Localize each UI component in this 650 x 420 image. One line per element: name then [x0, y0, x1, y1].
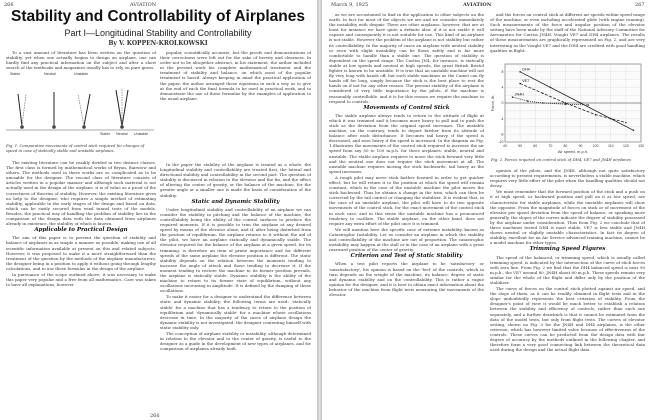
stick-right-b: [122, 90, 128, 126]
chart-point-ve7: [519, 83, 521, 85]
stick-stable-b: [22, 94, 26, 126]
chart-point-jn4h: [512, 96, 514, 98]
chart-y-tick-label: 4: [501, 85, 504, 90]
chart-y-axis-label: Force, lb.: [490, 94, 495, 112]
chart-y-tick-label: -10: [498, 140, 504, 145]
stick-unstable-a: [84, 94, 90, 126]
stick-pivot-3: [82, 125, 86, 129]
chart-point-jn4h: [542, 102, 544, 104]
chart-point-dh4: [633, 130, 635, 132]
page-gutter: [317, 0, 322, 420]
chart-y-tick-label: -8: [500, 132, 504, 137]
chart-x-tick-label: 120: [622, 144, 629, 148]
right-page: [323, 0, 650, 420]
intro-paragraph: To a vast amount of literature has been written on the question of stability, yet when one actually begins to design an airplane, one can hardly find any practical information on the subject and after a short search of the textbooks and magazines usually has to rely on pure guess.: [6, 50, 156, 70]
chart-point-jn4h: [587, 104, 589, 106]
chart-point-jn4h: [565, 103, 567, 105]
stick-neutral-group: [52, 92, 56, 129]
chart-series-label-jn4h: JN4H: [514, 92, 525, 97]
right-second-column-top: and the forces on control stick at different air speeds within speed range of the machine, or even including accelerated glide (with engine running). Such measurements of the force and angular position of the elevator setting have been made by the staff of the National Advisory Committee for Aeronautics for Curtiss JN4H, Vought VE7 and DH4 airplanes. The results of these measurements are graphically represented on Fig. 2, and are very interesting as the Vought VE7 and the DH4 are credited with good handling qualities in flight.: [490, 12, 645, 53]
chart-point-ve7: [542, 92, 544, 94]
fig1-label-stable: Stable: [10, 72, 21, 76]
fig1-label-stable-2: Stable: [100, 132, 111, 136]
chart-y-tick-label: -4: [500, 116, 504, 121]
stick-right-group: [116, 88, 128, 129]
left-column-body: The existing literature can be readily divided in two distinct classes. The first class is formed by mathematical works of Bryan, Bairstow and others. The methods used in these works are so complicated as to be unusable for the designer. The second class of literature consists of articles written in a popular manner and although such material is not actually used in the design of the airplane, it is of value as a proof of the correctness of theories of stability. However, the existing literature gives no help to the designer, who requires a simple method of estimating stability, applicable in the early stages of the design and based on data, which can be easily secured from wind tunnel tests of the models. Besides, the practical way of handling the problem of stability lies in the comparison of the design data with the data obtained from airplanes already in existence, the stability of which is known. Applicable to Practical Design The aim of this paper is to present the question of stability and balance of airplanes in as simple a manner as possible, making use of all scientific information available at present on this and related subjects. However, it was proposed to make it a more straightforward than the treatment of the question by the methods of the airplane manufacturers, the designer being in a position to apply it without going through lengthy calculations, and to use these formulas in the design of the airplane. In pursuance of the scope outlined above, it was necessary to make this paper very popular and a free from all mathematics. Care was taken to have all explanations, however: [6, 160, 156, 288]
article-subtitle: Part I—Longitudinal Stability and Controllability: [64, 28, 252, 38]
left-second-column-body: In the paper the stability of the airplane is treated as a whole; the longitudinal stability and controllability are treated first, the lateral and directional stability and controllability in the second part. The question of stability is discussed in relation to the elevator and the fin, and the effect of altering the center of gravity, or the balance of the machine, for the greater angle or a smaller one is made the basis of consideration of the stability. Static and Dynamic Stability Under longitudinal stability and controllability of an airplane we can consider the stability in pitching and the balance of the machine, the controllability being the ability of the control surfaces to produce the required moments. If it is possible to trim the airplane at any desired speed by means of the elevator alone, and if, after being disturbed from the position of equilibrium, the airplane returns to it without the aid of the pilot, we have an airplane statically and dynamically stable. The elevator required for the balance of the airplane at a given speed, for its trimming, is therefore an item of prime importance and for different speeds of the same airplane the elevator position is different. The static stability depends on the relation between the moments tending to increase the angle of attack and those tending to decrease it. If the moment tending to restore the machine to its former position prevails, the airplane is statically stable. Dynamic stability is the ability of the machine to return to its former state of equilibrium, without any oscillations increasing in amplitude. It is defined by the damping of these oscillations. To make it easier for a designer to understand the difference between static and dynamic stability, the following terms are used: 'statically stable' for a machine that has a tendency to return to the position of equilibrium and 'dynamically stable' for a machine whose oscillations decrease in time. In the majority of the cases of airplane design the dynamic stability is not investigated, the designer contenting himself with static stability only. The conception of airplane stability or instability, although determined in relation to the elevator and to the center of gravity, is useful to the designer as a guide in the development of new types of airplanes, and for comparison of airplanes already built.: [160, 162, 311, 352]
chart-series-label-dh4: DH4: [522, 67, 530, 72]
chart-point-ve7: [625, 122, 627, 124]
byline: By V. KOPPEN-KROLKOWSKI: [108, 40, 208, 47]
stick-stable-a: [18, 94, 22, 126]
section-heading-trimming: Trimming Speed Figures: [529, 246, 606, 253]
section-heading-criterion: Criterion and Test of Static Stability: [350, 253, 463, 260]
footer-page-number: 266: [150, 413, 160, 419]
chart-x-tick-label: 100: [592, 144, 599, 148]
figure-2-force-chart: [489, 60, 646, 156]
left-page: [0, 0, 316, 420]
chart-y-tick-label: 0: [501, 101, 504, 106]
chart-x-tick-label: 50: [518, 144, 523, 148]
fig1-label-neutral: Neutral: [44, 72, 56, 76]
chart-x-axis-label: Air speed, m.p.h.: [557, 149, 589, 154]
stick-pivot-4: [120, 125, 124, 129]
chart-x-tick-label: 60: [533, 144, 538, 148]
right-second-column-body: opinion of the pilots, and the JN4H, although not quite satisfactory according to present requirements, is nevertheless a stable machine, which requires very little effort of the pilot when the handling qualities should not decay. We must remember that the forward position of the stick and a push on it at high speed, or backward position and pull on it at low speed, are characteristic for stable airplanes, while the unstable airplanes will show the opposite. From the magnitude of forces on stick or of movement of the elevator per speed deviation from the speed of balance, or speaking more generally, the slopes of the curves indicate the degree of stability possessed by the airplane under consideration. Thus from Fig. 2 we conclude that of three machines tested DH4 is most stable, VE7 is less stable and JN4H shows neutral or slightly unstable characteristics. In fact its degree of stability, excellent for an Air Service advanced training machine, cannot be a model machine for other types. Trimming Speed Figures The speed of the balanced, or trimming speed, which is usually called trimming speed, is indicated by the intersection of the curve of stick forces with zero line. From Fig. 2 we find that the DH4 balanced speed is near 90 m.p.h., the VE7 around 80, JN4H about 60 m.p.h. These speeds remain very similar for the whole of the flight and differ only by the position of the stabilizer. The curve of forces on the control stick plotted against air speed, and the slope of them, as it can be readily obtained in flight tests and in the slope undoubtedly represents the best criterion of stability. From the designer's point of view it would be much better to establish a relation between the stability and efficiency of controls, rather than each one separately, and a further drawback is that it cannot be estimated from the data of the model tests, but only from flight tests. The curves of elevator setting, shown on Fig. 3 for the JN4H and DH4 airplanes, is the other criterion, which has however limited value because of effectiveness of the controls. These curves can be predicted from the design data with fair degree of accuracy by the methods outlined in the following chapter, and therefore form a very good connecting link between the theoretical data used during the design and the actual flight data.: [490, 168, 645, 353]
chart-point-dh4: [519, 71, 521, 73]
chart-x-tick-label: 80: [563, 144, 568, 148]
fig1-label-unstable-2: Unstable: [134, 132, 149, 136]
section-heading-static: Static and Dynamic Stability: [191, 198, 280, 205]
stick-right-a: [116, 90, 122, 126]
chart-series-label-ve7: VE7: [522, 79, 530, 83]
chart-point-dh4: [550, 87, 552, 89]
intro-right-paragraph: popular, scientifically accurate, but the proofs and demonstrations of their correctness were left out for the sake of brevity and clearness. In order not to be altogether abstract, in his statement, the author included in the present work his complete mathematical treatment and the treatment of stability and balance, on which most of the popular treatment is based. Always keeping in mind the practical application of the paper, the author arranged these equations in such a way as to give at the end of each the final formula to be used in practical work, and to demonstrate the use of these formulae by the examples of application to the usual airplane.: [160, 50, 311, 101]
section-heading-applicable: Applicable to Practical Design: [34, 227, 128, 234]
chart-point-jn4h: [527, 100, 529, 102]
chart-x-tick-label: 110: [607, 144, 614, 148]
header-date: March 9, 1925: [331, 2, 369, 8]
header-page-number: 266: [4, 2, 14, 8]
stick-unstable-group: [78, 94, 90, 129]
figure-2-caption: Fig. 2. Forces required on control stick of DH4, VE7 and JN4H airplanes: [491, 157, 631, 162]
article-title: Stability and Controllability of Airplanes: [11, 8, 305, 25]
stick-unstable-b: [78, 94, 84, 126]
chart-x-tick-label: 130: [638, 144, 644, 148]
stick-stable-group: [18, 94, 26, 129]
fig1-label-neutral-2: Neutral: [116, 132, 128, 136]
chart-x-tick-label: 70: [548, 144, 553, 148]
stick-pivot-1: [20, 125, 24, 129]
right-first-column-body: as we are accustomed to find in the application to other subjects on the earth. In fact for most of the objects we are and we consider immediately the instability with despair. There are other airplanes, however, that are at least for instance we have quite a definite idea: if it is not stable it will capsize and consequently it is not suitable for use. This kind of an airplane is not stable. However the problem of the airplane is not stability but rather its controllability. In the majority of cases an airplane with neutral stability or even with slight instability can be flown safely and is far more comfortable to handle than a stable one. The question of stability is dependent on the speed range. The Curtiss JN4, for instance, is statically stable at low speeds and neutral at high speeds, the great British Bristol fighter is known to be unstable. It is true that an unstable machine will not fly very long with hands off, but such stable machines as the Camel can fly hands off for long, simply because the stick is the best place to rest the hands on if not for any other reason. The present stability of the airplane is considered of very little importance by the pilots, if the machine is reasonably controllable, and it is for this reason we require the machine to respond to controls. Movements of Control Stick The stable airplane always tends to return to the attitude of flight at which it was trimmed and it becomes more heavy to pull and to push the stick as the deviation from the original speed increases. The unstable machine, on the contrary, tends to depart further from its attitude of balance after each disturbance. It becomes tail heavy, if the speed is decreased, and nose heavy if the speed is increased. In the diagram on Fig. 1 illustrates the movements of the control stick required to increase the air speed from say 50 to 100 m.p.h. for three airplanes: stable, neutral and unstable. The stable airplane requires to move the stick forward very little and the neutral one does not require the stick movement at all. The unstable machine requires moving the stick backwards, tail heavy as the speed increases. A rough pilot may move stick farther forward in order to get quicker effect, but he will return it to the position at which the speed will remain constant, which in the case of the unstable machine the pilot moves the stick backward. Thus he obtains a change in the trim, which can then be corrected by the tail control or changing the stabilizer. It is evident that, in the case of an unstable airplane, the pilot will have to do two opposite movements of the control stick, for the exact movement of the control stick in each case, and in this sense the unstable machine has a pronounced tendency to oscillate. The stable airplane, on the other hand, does not require any extra effort of the pilot once it is trimmed. We will mention here the specific case of extreme instability, known as Catastrophic Instability. Let us consider an airplane in which the stability and controllability of the machine are out of proportion. The catastrophic instability may happen at the stall or in the case of an airplane with a great rearward position of the center of gravity. Criterion and Test of Static Stability When a test pilot reports the airplane to be 'satisfactory' or 'unsatisfactory', his opinion is based on the 'feel' of the controls, which in turn depends on the weight of the machine, its balance, degree of static and dynamic stability and on the controllability. This is rather a vague opinion for the designer, and it is best to obtain exact information about the behavior of the machine from flight tests measuring the movements of the elevator.: [329, 12, 484, 297]
figure-1-caption: Fig. 1. Comparative movements of control stick required for changes of speed in case of statically stable and unstable airplanes.: [6, 143, 145, 153]
chart-x-tick-label: 40: [503, 144, 507, 148]
chart-point-dh4: [580, 102, 582, 104]
chart-point-ve7: [595, 114, 597, 116]
header-journal-right: AVIATION: [463, 2, 492, 8]
chart-y-tick-label: 8: [501, 70, 504, 74]
chart-x-tick-label: 90: [578, 144, 583, 148]
fig1-label-unstable: Unstable: [74, 72, 89, 76]
header-journal: AVIATION: [130, 2, 157, 8]
header-page-number-right: 267: [635, 2, 645, 8]
section-heading-movements: Movements of Control Stick: [363, 104, 450, 111]
stick-pivot-2: [52, 125, 56, 129]
